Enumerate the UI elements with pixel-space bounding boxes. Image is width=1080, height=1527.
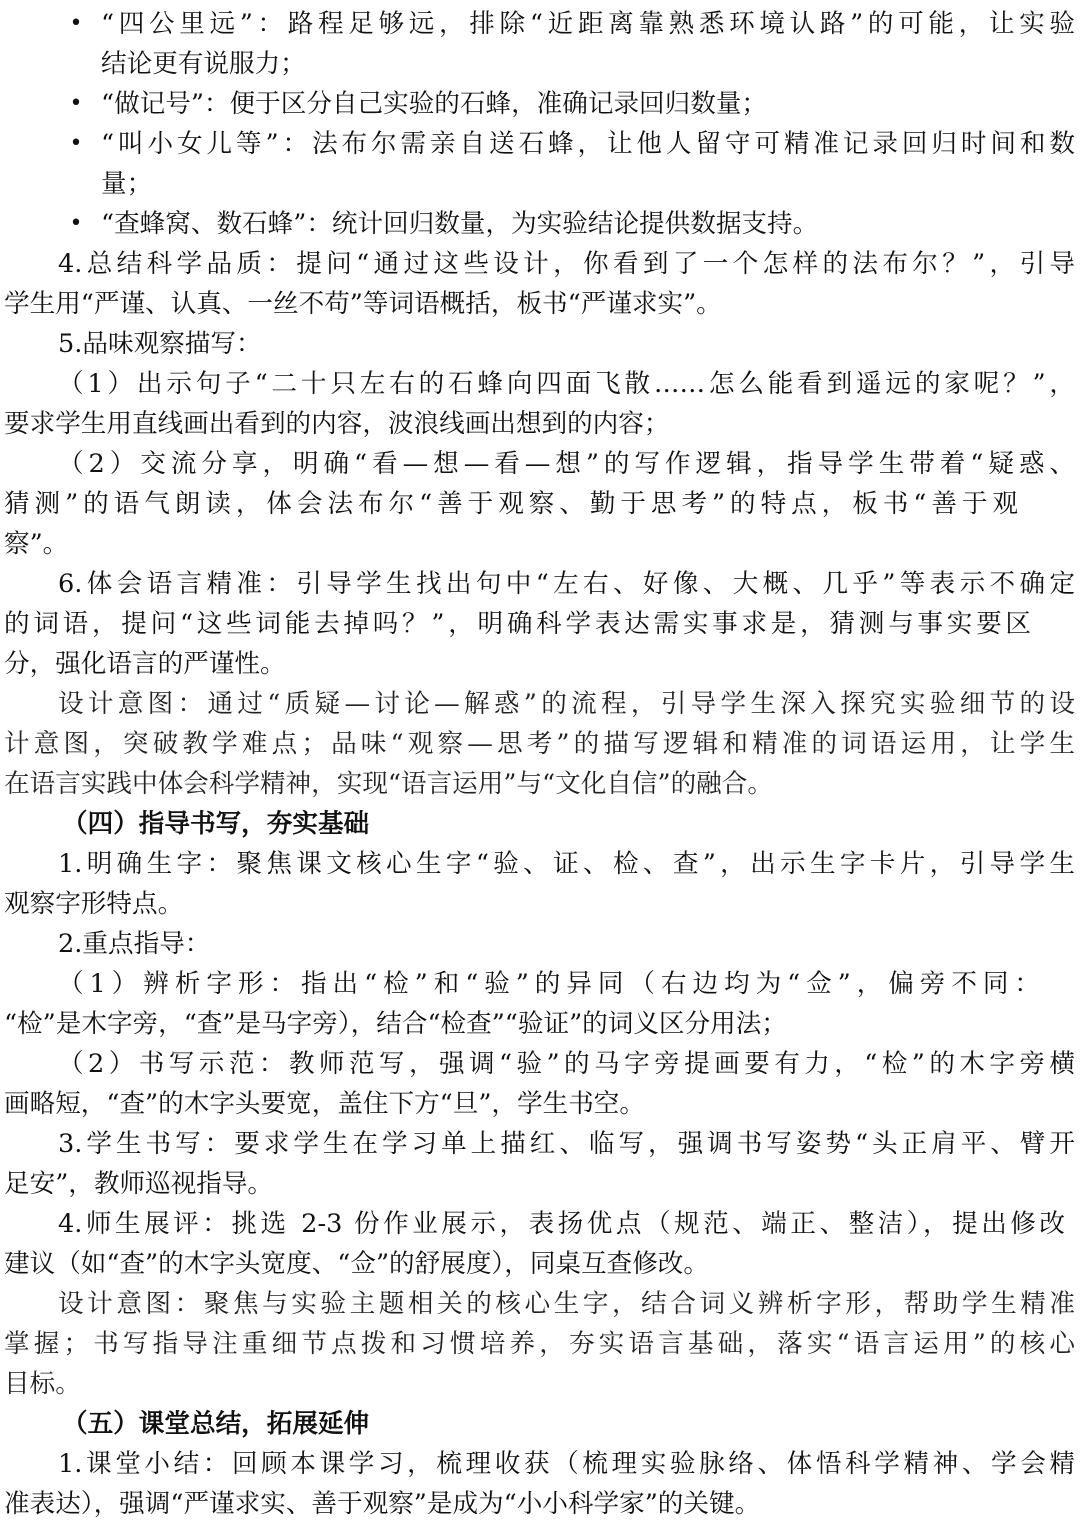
bullet-text-line: 量； <box>101 169 153 199</box>
design-intent-line: 在语言实践中体会科学精神，实现“语言运用”与“文化自信”的融合。 <box>4 769 773 799</box>
paragraph-line: 学生用“严谨、认真、一丝不苟”等词语概括，板书“严谨求实”。 <box>4 289 722 319</box>
design-intent-line: 设计意图：通过“质疑—讨论—解惑”的流程，引导学生深入探究实验细节的设 <box>58 689 1075 719</box>
paragraph-line: 足安”，教师巡视指导。 <box>4 1169 274 1199</box>
paragraph-line: 分，强化语言的严谨性。 <box>4 649 286 679</box>
paragraph-line: （2）书写示范：教师范写，强调“验”的马字旁提画要有力，“检”的木字旁横 <box>58 1049 1075 1079</box>
design-intent-line: 计意图，突破教学难点；品味“观察—思考”的描写逻辑和精准的词语运用，让学生 <box>4 729 1075 759</box>
section-heading: （四）指导书写，夯实基础 <box>62 809 370 839</box>
paragraph-line: 1.明确生字：聚焦课文核心生字“验、证、检、查”，出示生字卡片，引导学生 <box>58 849 1075 879</box>
paragraph-line: 1.课堂小结：回顾本课学习，梳理收获（梳理实验脉络、体悟科学精神、学会精 <box>58 1449 1075 1479</box>
paragraph-line: 画略短，“查”的木字头要宽，盖住下方“旦”，学生书空。 <box>4 1089 645 1119</box>
paragraph-line: 建议（如“查”的木字头宽度、“佥”的舒展度），同桌互查修改。 <box>4 1249 709 1279</box>
step-title: 2.重点指导： <box>58 929 211 959</box>
bullet-text-line: “叫小女儿等”：法布尔需亲自送石蜂，让他人留守可精准记录回归时间和数 <box>101 129 1075 159</box>
bullet-marker: • <box>69 91 83 116</box>
paragraph-line: （2）交流分享，明确“看—想—看—想”的写作逻辑，指导学生带着“疑惑、 <box>58 449 1075 479</box>
paragraph-line: 准表达），强调“严谨求实、善于观察”是成为“小小科学家”的关键。 <box>4 1489 761 1519</box>
bullet-marker: • <box>69 211 83 236</box>
step-title: 5.品味观察描写： <box>58 329 262 359</box>
paragraph-line: 4.师生展评：挑选 2-3 份作业展示，表扬优点（规范、端正、整洁），提出修改 <box>58 1209 1065 1239</box>
paragraph-line: 4.总结科学品质：提问“通过这些设计，你看到了一个怎样的法布尔？”，引导 <box>58 249 1075 279</box>
bullet-text-line: “做记号”：便于区分自己实验的石蜂，准确记录回归数量； <box>101 89 768 119</box>
bullet-marker: • <box>69 11 83 36</box>
paragraph-line: （1）辨析字形：指出“检”和“验”的异同（右边均为“佥”，偏旁不同： <box>58 969 1040 999</box>
bullet-marker: • <box>69 131 83 156</box>
bullet-text-line: 结论更有说服力； <box>101 49 306 79</box>
paragraph-line: 猜测”的语气朗读，体会法布尔“善于观察、勤于思考”的特点，板书“善于观 <box>4 489 1018 519</box>
paragraph-line: 6.体会语言精准：引导学生找出句中“左右、好像、大概、几乎”等表示不确定 <box>58 569 1075 599</box>
paragraph-line: 察”。 <box>4 529 69 559</box>
bullet-text-line: “查蜂窝、数石蜂”：统计回归数量，为实验结论提供数据支持。 <box>101 209 819 239</box>
section-heading: （五）课堂总结，拓展延伸 <box>62 1409 370 1439</box>
paragraph-line: 的词语，提问“这些词能去掉吗？”，明确科学表达需实事求是，猜测与事实要区 <box>4 609 1031 639</box>
paragraph-line: 观察字形特点。 <box>4 889 184 919</box>
paragraph-line: （1）出示句子“二十只左右的石蜂向四面飞散……怎么能看到遥远的家呢？”， <box>58 369 1075 399</box>
design-intent-line: 掌握；书写指导注重细节点拨和习惯培养，夯实语言基础，落实“语言运用”的核心 <box>4 1329 1075 1359</box>
bullet-text-line: “四公里远”：路程足够远，排除“近距离靠熟悉环境认路”的可能，让实验 <box>101 9 1075 39</box>
design-intent-line: 目标。 <box>4 1369 81 1399</box>
design-intent-line: 设计意图：聚焦与实验主题相关的核心生字，结合词义辨析字形，帮助学生精准 <box>58 1289 1075 1319</box>
paragraph-line: 要求学生用直线画出看到的内容，波浪线画出想到的内容； <box>4 409 670 439</box>
paragraph-line: “检”是木字旁，“查”是马字旁），结合“检查”“验证”的词义区分用法； <box>4 1009 787 1039</box>
paragraph-line: 3.学生书写：要求学生在学习单上描红、临写，强调书写姿势“头正肩平、臂开 <box>58 1129 1075 1159</box>
